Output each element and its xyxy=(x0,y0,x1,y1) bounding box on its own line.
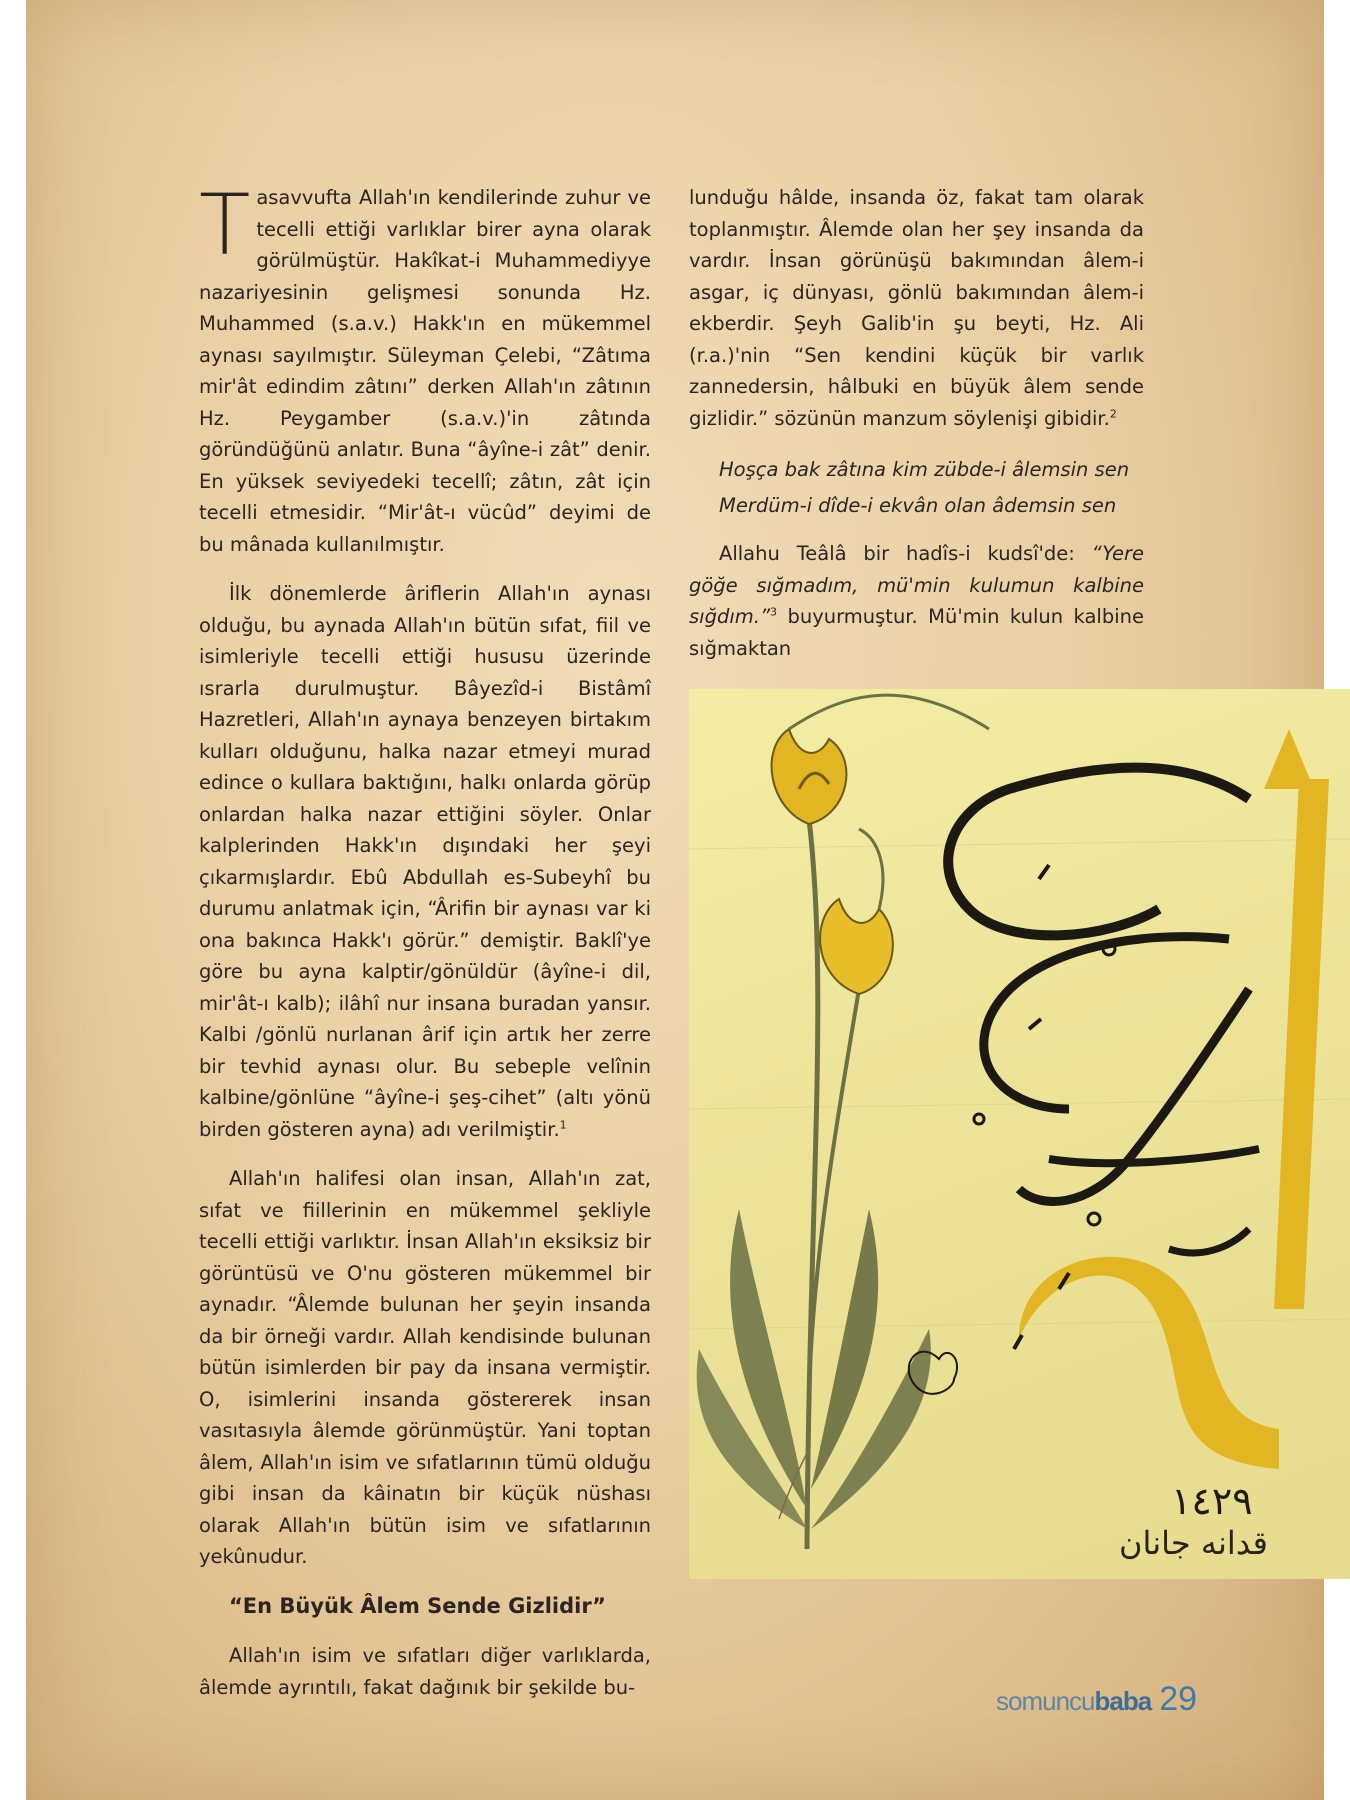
paragraph-1-text: asavvufta Allah'ın kendilerinde zuhur ve tecelli ettiği varlıklar birer ayna olarak görülmüştür. Hakîkat-i Muhammediyye nazariyesinin gelişmesi sonunda Hz. Muhammed (s.a.v.) Hakk'ın en mükemmel aynası sayılmıştır. Süleyman Çelebi, “Zâtıma mir'ât edindim zâtını” derken Allah'ın zâtının Hz. Peygamber (s.a.v.)'in zâtında göründüğünü anlatır. Buna “âyîne-i zât” denir. En yüksek seviyedeki tecellî; zâtın, zât için tecelli etmesidir. “Mir'ât-ı vücûd” deyimi de bu mânada kullanılmıştır. xyxy=(199,186,651,556)
paragraph-6-end: buyurmuştur. Mü'min kulun kalbine sığmaktan xyxy=(689,605,1144,660)
paragraph-2 xyxy=(199,578,651,1145)
artwork-signature: قدانه جانان xyxy=(1119,1524,1268,1562)
brand-logo-part1: somuncu xyxy=(996,1686,1095,1716)
paragraph-5-text: lunduğu hâlde, insanda öz, fakat tam olarak toplanmıştır. Âlemde olan her şey insanda da vardır. İnsan görünüşü bakımından âlem-i asgar, iç dünyası, gönlü bakımından âlem-i ekberdir. Şeyh Galib'in şu beyti, Hz. Ali (r.a.)'nin “Sen kendini küçük bir varlık zannedersin, hâlbuki en büyük âlem sende gizlidir.” sözünün manzum söylenişi gibidir. xyxy=(689,186,1144,430)
verse-line-2: Merdüm-i dîde-i ekvân olan âdemsin sen xyxy=(719,494,1117,517)
paragraph-1 xyxy=(199,176,651,560)
magazine-page xyxy=(26,0,1324,1800)
gold-lam-stroke xyxy=(1019,1257,1279,1469)
ink-stroke-3 xyxy=(1019,989,1249,1201)
paragraph-6 xyxy=(689,538,1144,664)
brand-logo-part2: baba xyxy=(1094,1686,1152,1716)
paragraph-2-text: İlk dönemlerde âriflerin Allah'ın aynası olduğu, bu aynada Allah'ın bütün sıfat, fiil ve isimleriyle tecelli ettiği hususu üzerinde ısrarla durulmuştur. Bâyezîd-i Bistâmî Hazretleri, Allah'ın aynaya benzeyen birtakım kulları olduğunu, halka nazar etmeyi murad edince o kullara baktığını, halkı onlarda görüp onlardan halka nazar ettiğini söyler. Onlar kalplerinden Hakk'ın dışındaki her şeyi çıkarmışlardır. Ebû Abdullah es-Subeyhî bu durumu anlatmak için, “Ârifin bir aynası var ki ona bakınca Hakk'ı görür.” demiştir. Baklî'ye göre bu ayna kalptir/gönüldür (âyîne-i dil, mir'ât-ı kalb); ilâhî nur insana buradan yansır. Kalbi /gönlü nurlanan ârif için artık her zerre bir tevhid aynası olur. Bu sebeple velînin kalbine/gönlüne “âyîne-i şeş-cihet” (altı yönü birden gösteren ayna) adı verilmiştir. xyxy=(199,582,651,1141)
paragraph-5 xyxy=(689,182,1144,434)
tulip-stem-1 xyxy=(807,819,818,1549)
drop-cap: T xyxy=(199,176,251,274)
verse-couplet xyxy=(719,452,1144,524)
footnote-3: 3 xyxy=(770,605,778,619)
gold-alif-stroke xyxy=(1274,779,1329,1309)
section-heading: “En Büyük Âlem Sende Gizlidir” xyxy=(229,1593,606,1618)
right-column xyxy=(689,182,1144,682)
ink-stroke-1 xyxy=(948,768,1249,936)
tulip-flower-2 xyxy=(820,899,893,994)
left-column xyxy=(199,176,651,1721)
ink-stroke-2 xyxy=(984,937,1229,1109)
footnote-2: 2 xyxy=(1109,407,1117,420)
verse-line-1: Hoşça bak zâtına kim zübde-i âlemsin sen xyxy=(719,458,1130,481)
paragraph-6-start: Allahu Teâlâ bir hadîs-i kudsî'de: xyxy=(719,542,1092,565)
ink-stroke-5 xyxy=(1169,1229,1249,1253)
page-footer xyxy=(996,1680,1197,1719)
artwork-date: ١٤٢٩ xyxy=(1171,1479,1253,1523)
tulip-calligraphy-illustration xyxy=(689,689,1350,1579)
paragraph-3: Allah'ın halifesi olan insan, Allah'ın zat, sıfat ve fiillerinin en mükemmel şekliyle tecelli ettiği varlıktır. İnsan Allah'ın eksiksiz bir görüntüsü ve O'nu gösteren mükemmel bir aynadır. “Âlemde bulunan her şeyin insanda da bir örneği vardır. Allah kendisinde bulunan bütün isimlerden bir pay da insana vermiştir. O, isimlerini insanda göstererek insan vasıtasıyla âlemde görünmüştür. Yani toptan âlem, Allah'ın isim ve sıfatlarının tümü olduğu gibi insan da kâinatın bir küçük nüshası olarak Allah'ın bütün isim ve sıfatlarının yekûnudur. xyxy=(199,1167,651,1568)
ink-stroke-4 xyxy=(1049,1149,1259,1163)
paragraph-4: Allah'ın isim ve sıfatları diğer varlıklarda, âlemde ayrıntılı, fakat dağınık bir şekilde bu- xyxy=(199,1644,651,1699)
page-number: 29 xyxy=(1159,1680,1198,1718)
footnote-1: 1 xyxy=(559,1118,567,1131)
hadith-quote: “Yere göğe sığmadım, mü'min kulumun kalbine sığdım.” xyxy=(689,542,1144,628)
calligraphy-artwork xyxy=(689,689,1350,1579)
